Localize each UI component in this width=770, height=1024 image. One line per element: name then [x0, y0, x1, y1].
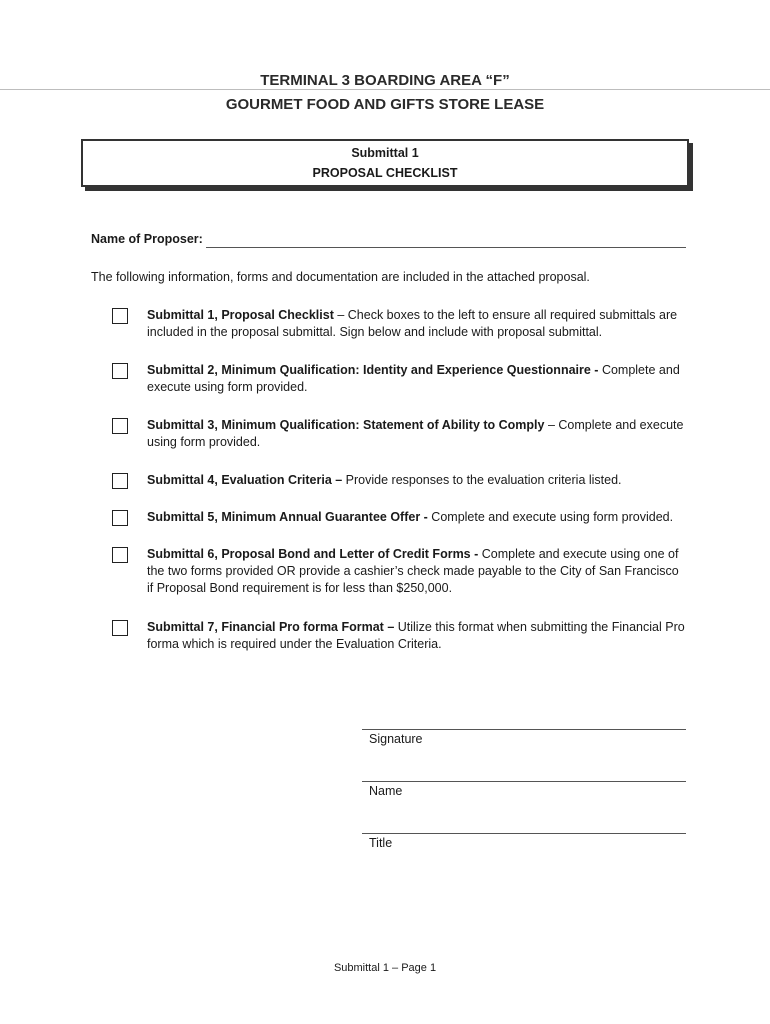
checklist-item-title: Submittal 1, Proposal Checklist	[147, 308, 334, 322]
checkbox-submittal-2[interactable]	[112, 363, 128, 379]
proposer-name-field[interactable]	[206, 247, 686, 248]
checklist-item-text	[147, 417, 687, 451]
document-title-line2: GOURMET FOOD AND GIFTS STORE LEASE	[225, 96, 545, 113]
checklist-item-description: – Check boxes to the left to ensure all required submittals are included in the proposal submittal. Sign below and include with proposal submittal.	[147, 308, 678, 339]
checkbox-submittal-1[interactable]	[112, 308, 128, 324]
checklist-item-title: Submittal 7, Financial Pro forma Format –	[147, 620, 395, 634]
checklist-item-title: Submittal 2, Minimum Qualification: Identity and Experience Questionnaire -	[147, 363, 599, 377]
checklist-item-title: Submittal 5, Minimum Annual Guarantee Offer -	[147, 510, 428, 524]
checklist-item-description: Complete and execute using form provided.	[427, 510, 674, 524]
checklist-item-description: – Complete and execute using form provided.	[147, 418, 684, 449]
checklist-item-text	[147, 619, 687, 653]
checklist-item-description: Utilize this format when submitting the Financial Pro forma which is required under the Evaluation Criteria.	[147, 620, 685, 651]
name-label: Name	[369, 784, 403, 798]
document-title-line1: TERMINAL 3 BOARDING AREA “F”	[260, 72, 510, 89]
signature-label: Signature	[369, 732, 423, 746]
intro-text: The following information, forms and documentation are included in the attached proposal.	[91, 270, 590, 284]
checklist-item-text	[147, 509, 687, 526]
page-footer: Submittal 1 – Page 1	[333, 962, 437, 974]
submittal-number: Submittal 1	[351, 146, 419, 160]
checklist-item-title: Submittal 3, Minimum Qualification: Statement of Ability to Comply	[147, 418, 545, 432]
checklist-item-title: Submittal 6, Proposal Bond and Letter of Credit Forms -	[147, 547, 479, 561]
title-label: Title	[369, 836, 393, 850]
checklist-item-text	[147, 472, 687, 489]
name-line[interactable]	[362, 781, 686, 782]
checklist-item-description: Complete and execute using form provided.	[147, 363, 680, 394]
checklist-heading: PROPOSAL CHECKLIST	[312, 166, 458, 180]
checklist-item-description: Complete and execute using one of the two forms provided OR provide a cashier’s check made payable to the City of San Francisco if Proposal Bond requirement is for less than $250,000.	[147, 547, 679, 595]
checklist-item-description: Provide responses to the evaluation criteria listed.	[342, 473, 622, 487]
checklist-item-text	[147, 362, 687, 396]
title-line[interactable]	[362, 833, 686, 834]
checkbox-submittal-6[interactable]	[112, 547, 128, 563]
checklist-item-title: Submittal 4, Evaluation Criteria –	[147, 473, 343, 487]
checkbox-submittal-4[interactable]	[112, 473, 128, 489]
header-rule	[0, 89, 770, 90]
submittal-header-box	[81, 139, 689, 187]
proposer-name-label: Name of Proposer:	[91, 232, 203, 246]
checkbox-submittal-3[interactable]	[112, 418, 128, 434]
checklist-item-text	[147, 307, 687, 341]
checkbox-submittal-7[interactable]	[112, 620, 128, 636]
checklist-item-text	[147, 546, 687, 597]
checkbox-submittal-5[interactable]	[112, 510, 128, 526]
signature-line[interactable]	[362, 729, 686, 730]
